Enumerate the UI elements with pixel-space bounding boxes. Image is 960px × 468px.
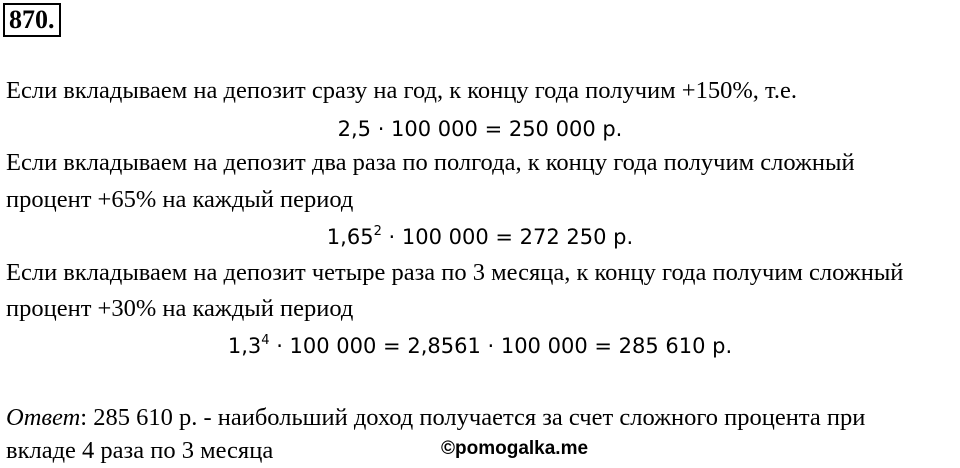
problem-number: 870. xyxy=(3,3,61,37)
answer-line xyxy=(6,403,865,433)
formula-3-base: 1,3 xyxy=(227,334,262,358)
formula-2-rest: · 100 000 = 272 250 р. xyxy=(381,225,634,249)
text-line-7: процент +30% на каждый период xyxy=(6,295,354,322)
answer-label: Ответ xyxy=(6,404,81,431)
text-line-1: Если вкладываем на депозит сразу на год, к концу года получим +150%, т.е. xyxy=(6,77,797,104)
answer-line-2: вкладе 4 раза по 3 месяца xyxy=(6,437,274,464)
formula-2-exponent: 2 xyxy=(373,224,382,239)
formula-2 xyxy=(0,222,960,252)
text-line-6: Если вкладываем на депозит четыре раза по 3 месяца, к концу года получим сложный xyxy=(6,259,904,286)
text-line-4: процент +65% на каждый период xyxy=(6,186,354,213)
text-line-3: Если вкладываем на депозит два раза по полгода, к концу года получим сложный xyxy=(6,149,855,176)
formula-3-rest: · 100 000 = 2,8561 · 100 000 = 285 610 р. xyxy=(269,334,733,358)
formula-3 xyxy=(0,331,960,361)
formula-3-exponent: 4 xyxy=(261,333,270,348)
answer-text: : 285 610 р. - наибольший доход получается за счет сложного процента при xyxy=(80,404,866,431)
formula-2-base: 1,65 xyxy=(326,225,374,249)
formula-1: 2,5 · 100 000 = 250 000 р. xyxy=(337,117,623,141)
watermark: ©pomogalka.me xyxy=(441,438,589,459)
